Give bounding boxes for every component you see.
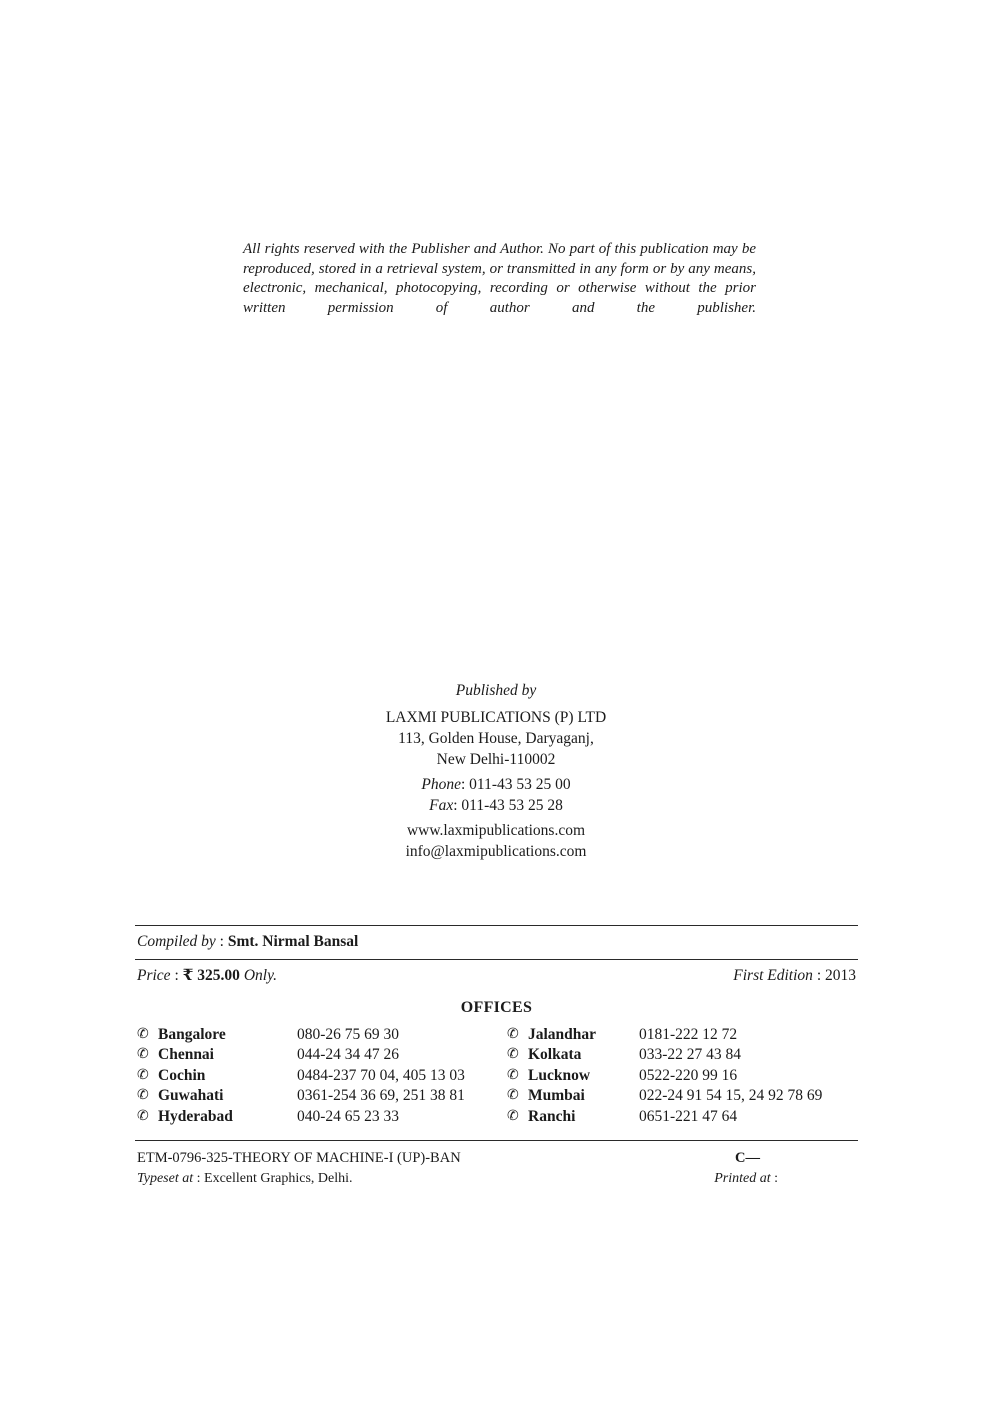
metadata-section: [135, 925, 858, 1188]
compiled-by-separator: :: [215, 933, 228, 950]
publisher-name: LAXMI PUBLICATIONS (P) LTD: [385, 709, 607, 726]
phone-value: : 011-43 53 25 00: [460, 776, 571, 793]
footer-code-row: [135, 1141, 858, 1167]
office-city: Bangalore: [158, 1026, 226, 1043]
book-code: ETM-0796-325-THEORY OF MACHINE-I (UP)-BAN: [137, 1150, 461, 1167]
price-separator: :: [170, 967, 183, 984]
printed-label: Printed at: [714, 1171, 771, 1187]
office-row: [137, 1086, 507, 1106]
price-edition-row: [135, 960, 858, 986]
phone-icon: ✆: [507, 1067, 519, 1083]
print-code: C—: [735, 1150, 760, 1167]
offices-column-left: [137, 1025, 507, 1127]
office-row: [507, 1066, 858, 1086]
office-city: Guwahati: [158, 1087, 224, 1105]
offices-title: OFFICES: [460, 999, 533, 1016]
office-city: Lucknow: [528, 1066, 591, 1084]
phone-icon: ✆: [137, 1047, 149, 1063]
office-row: [137, 1025, 507, 1045]
office-row: [137, 1066, 507, 1086]
office-city: Cochin: [158, 1066, 206, 1084]
typeset-text: [137, 1170, 353, 1188]
published-by-label: Published by: [455, 682, 537, 699]
phone-icon: ✆: [137, 1027, 149, 1042]
typeset-value: : Excellent Graphics, Delhi.: [193, 1171, 353, 1187]
phone-icon: ✆: [137, 1067, 149, 1083]
edition-value: : 2013: [812, 967, 856, 984]
phone-icon: ✆: [507, 1047, 519, 1063]
footer-typeset-row: [135, 1167, 858, 1188]
publisher-fax-line: [0, 795, 992, 816]
office-phone: 0484-237 70 04, 405 13 03: [297, 1066, 465, 1084]
publisher-phone-line: [0, 774, 992, 795]
office-city: Ranchi: [528, 1107, 576, 1125]
office-row: [507, 1025, 858, 1045]
offices-list: [135, 1025, 858, 1127]
office-phone: 0361-254 36 69, 251 38 81: [297, 1087, 465, 1105]
publisher-address-line2: New Delhi-110002: [436, 751, 556, 768]
office-phone: 040-24 65 23 33: [297, 1107, 400, 1125]
office-row: [507, 1086, 858, 1106]
office-phone: 022-24 91 54 15, 24 92 78 69: [639, 1087, 823, 1105]
office-phone: 033-22 27 43 84: [639, 1046, 742, 1064]
edition-label: First Edition: [733, 967, 813, 984]
phone-icon: ✆: [137, 1088, 149, 1104]
office-phone: 0522-220 99 16: [639, 1066, 738, 1084]
office-row: [507, 1045, 858, 1065]
office-row: [137, 1045, 507, 1065]
publisher-email: info@laxmipublications.com: [405, 843, 587, 860]
phone-label: Phone: [421, 776, 461, 793]
typeset-label: Typeset at: [137, 1171, 194, 1187]
phone-icon: ✆: [137, 1108, 149, 1124]
office-phone: 0651-221 47 64: [639, 1107, 738, 1125]
phone-icon: ✆: [507, 1027, 519, 1042]
office-city: Mumbai: [528, 1087, 585, 1105]
fax-value: : 011-43 53 25 28: [453, 797, 563, 814]
phone-icon: ✆: [507, 1088, 519, 1104]
compiled-by-name: Smt. Nirmal Bansal: [227, 933, 359, 950]
office-city: Jalandhar: [528, 1026, 597, 1043]
office-city: Hyderabad: [158, 1107, 233, 1125]
compiled-by-label: Compiled by: [137, 933, 216, 950]
price-suffix: Only.: [239, 967, 277, 984]
office-phone: 044-24 34 47 26: [297, 1046, 400, 1064]
office-city: Kolkata: [528, 1046, 582, 1064]
price-label: Price: [137, 967, 171, 984]
price-amount: ₹ 325.00: [182, 967, 240, 984]
publisher-block: [0, 680, 992, 862]
edition-text: [733, 966, 856, 986]
office-row: [507, 1107, 858, 1127]
office-city: Chennai: [158, 1046, 214, 1064]
printed-text: [714, 1170, 778, 1188]
phone-icon: ✆: [507, 1108, 519, 1124]
compiled-by-row: [135, 926, 858, 959]
publisher-address-line1: 113, Golden House, Daryaganj,: [398, 730, 594, 747]
copyright-notice: All rights reserved with the Publisher and Author. No part of this publication may be reproduced, stored in a retrieval system, or transmitted in any form or by any means, electronic, mechanical, photocopying, recording or otherwise without the prior written permission of author and the publisher.: [243, 241, 756, 316]
office-phone: 080-26 75 69 30: [297, 1026, 400, 1043]
fax-label: Fax: [429, 797, 454, 814]
offices-column-right: [507, 1025, 858, 1127]
publisher-website: www.laxmipublications.com: [406, 822, 586, 839]
office-phone: 0181-222 12 72: [639, 1026, 738, 1043]
price-text: [137, 966, 277, 986]
printed-value: :: [770, 1171, 778, 1187]
office-row: [137, 1107, 507, 1127]
